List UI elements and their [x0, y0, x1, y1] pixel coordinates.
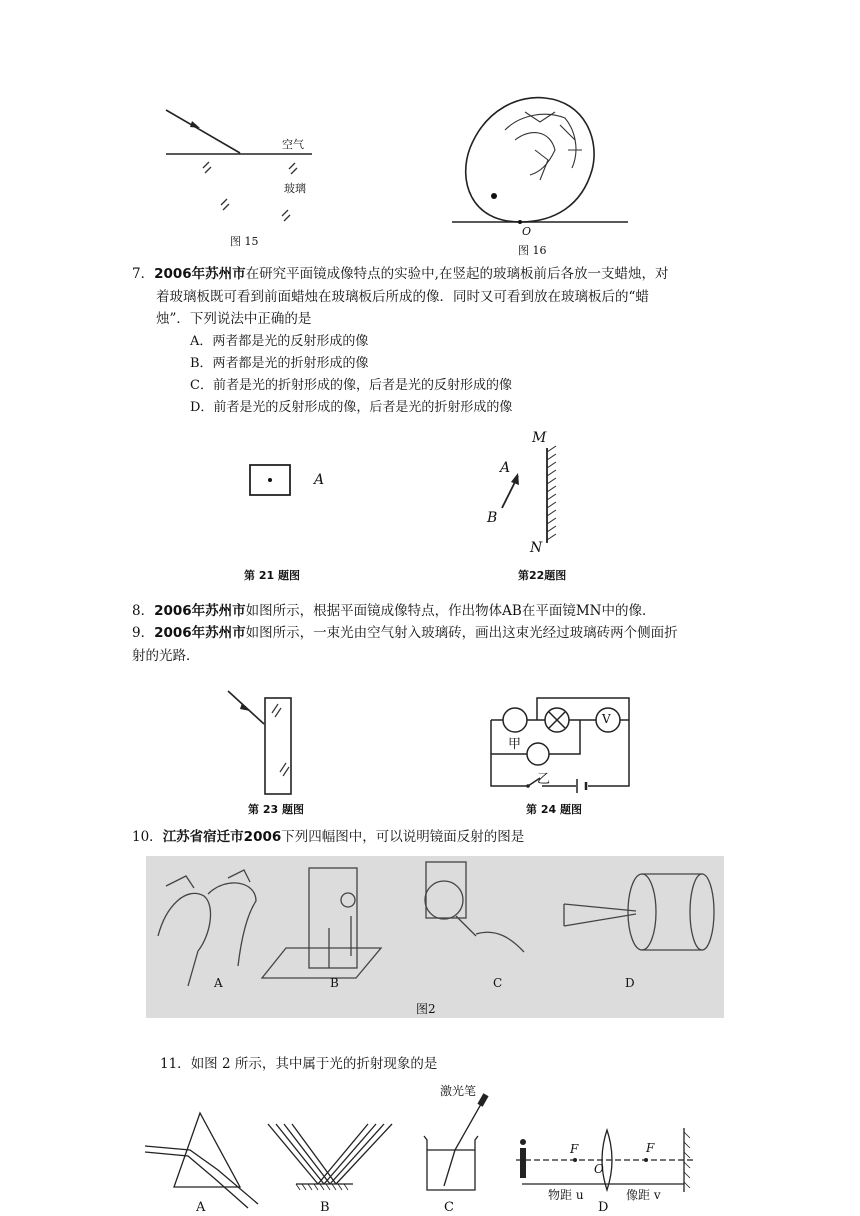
q10-label-d: D: [625, 976, 635, 990]
q11-label-b: B: [320, 1200, 330, 1215]
glass-label: 玻璃: [284, 182, 306, 195]
question-text-line2: 射的光路．: [132, 648, 200, 664]
question-source: 2006年苏州市: [154, 266, 246, 282]
figure-23-caption: 第 23 题图: [248, 803, 304, 816]
question-text: 如图所示，一束光由空气射入玻璃砖，画出这束光经过玻璃砖两个侧面折: [245, 625, 678, 641]
question-text-line3: 烛”．下列说法中正确的是: [156, 311, 312, 327]
object-a-label: A: [500, 460, 511, 476]
figure-22-caption: 第22题图: [518, 569, 567, 582]
option-a: A．两者都是光的反射形成的像: [190, 334, 369, 349]
option-d: D．前者是光的反射形成的像，后者是光的折射形成的像: [190, 400, 513, 415]
object-b-label: B: [487, 510, 498, 526]
question-source: 江苏省宿迁市2006: [162, 829, 282, 845]
meter-jia-label: 甲: [508, 737, 522, 752]
figure-15-caption: 图 15: [230, 235, 259, 248]
option-c: C．前者是光的折射形成的像，后者是光的反射形成的像: [190, 378, 512, 393]
lens-center-label: O: [594, 1162, 604, 1176]
q11-label-d: D: [598, 1200, 609, 1215]
meter-yi-label: 乙: [537, 772, 551, 787]
point-a-label: A: [314, 472, 325, 488]
air-label: 空气: [282, 138, 304, 151]
voltmeter-label: V: [602, 712, 611, 726]
question-number: 7．: [132, 266, 155, 282]
q11-label-a: A: [196, 1200, 206, 1215]
object-distance-label: 物距 u: [548, 1188, 584, 1202]
mirror-m-label: M: [532, 430, 547, 446]
question-source: 2006年苏州市: [154, 625, 246, 641]
question-number: 8．: [132, 603, 155, 619]
q11-label-c: C: [444, 1200, 454, 1215]
point-o-label: O: [522, 225, 532, 238]
figure-24-caption: 第 24 题图: [526, 803, 582, 816]
question-text: 如图 2 所示，其中属于光的折射现象的是: [190, 1056, 438, 1072]
q10-caption: 图2: [416, 1002, 436, 1016]
image-distance-label: 像距 v: [626, 1188, 661, 1202]
question-text-line2: 着玻璃板既可看到前面蜡烛在玻璃板后所成的像．同时又可看到放在玻璃板后的“蜡: [156, 289, 649, 305]
question-number: 10．: [132, 829, 163, 845]
mirror-n-label: N: [530, 540, 543, 556]
question-text: 如图所示，根据平面镜成像特点，作出物体AB在平面镜MN中的像．: [245, 603, 656, 619]
question-number: 11．: [160, 1056, 191, 1072]
option-b: B．两者都是光的折射形成的像: [190, 356, 369, 371]
laser-pen-label: 激光笔: [440, 1084, 477, 1098]
focus-f1-label: F: [570, 1142, 579, 1156]
q10-label-a: A: [214, 976, 223, 990]
q10-label-c: C: [493, 976, 503, 990]
question-source: 2006年苏州市: [154, 603, 246, 619]
figure-21-caption: 第 21 题图: [244, 569, 300, 582]
question-text: 在研究平面镜成像特点的实验中,在竖起的玻璃板前后各放一支蜡烛，对: [245, 266, 669, 282]
focus-f2-label: F: [646, 1141, 655, 1155]
question-text: 下列四幅图中，可以说明镜面反射的图是: [281, 829, 525, 845]
question-number: 9．: [132, 625, 155, 641]
q10-label-b: B: [330, 976, 339, 990]
figure-16-caption: 图 16: [518, 244, 547, 257]
